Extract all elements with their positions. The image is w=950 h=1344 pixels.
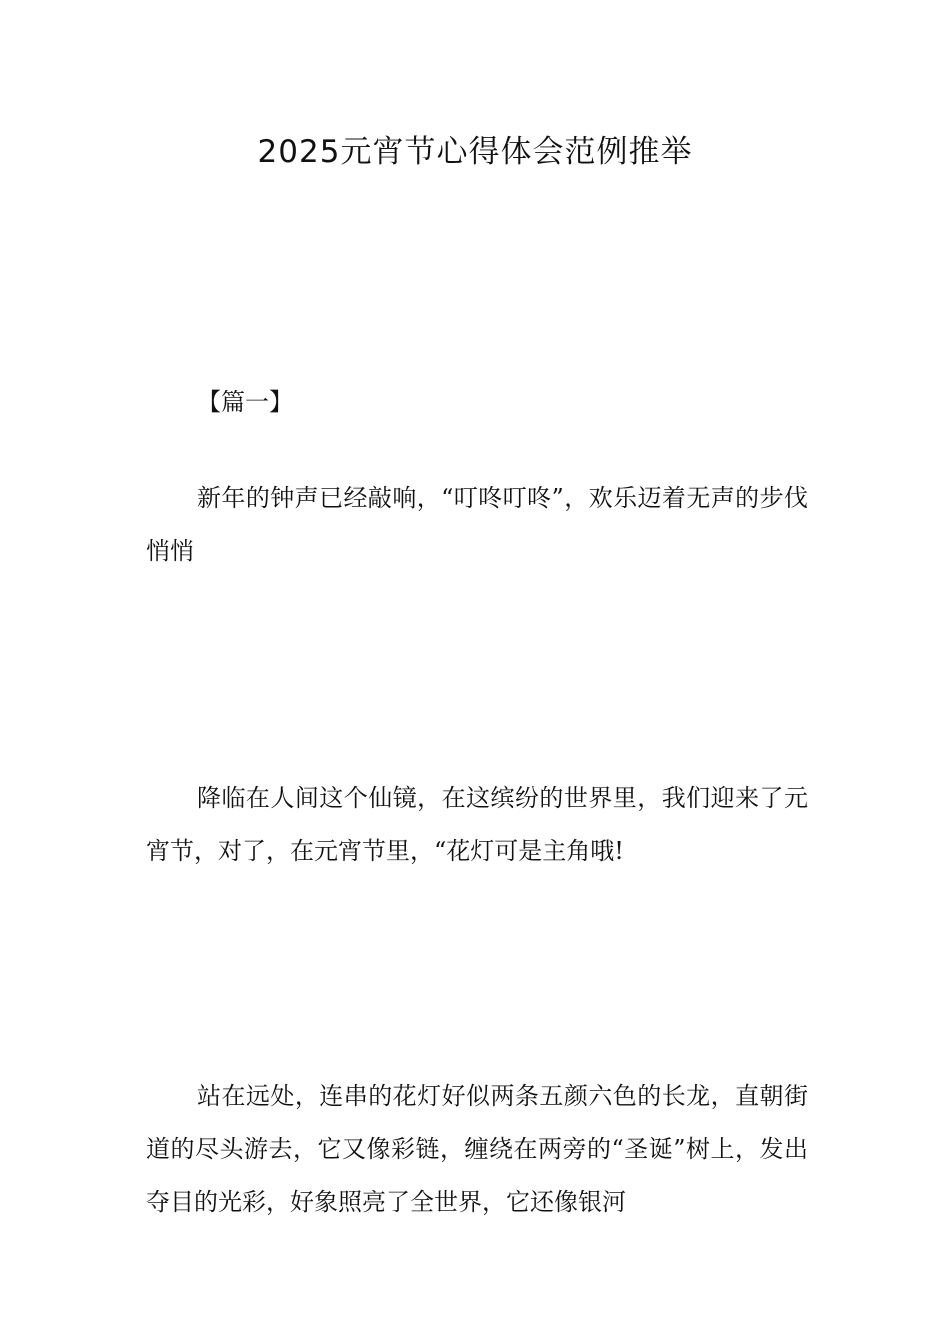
section-heading: 【篇一】 [197, 388, 293, 416]
document-title: 2025元宵节心得体会范例推举 [257, 134, 693, 170]
paragraph-3: 站在远处，连串的花灯好似两条五颜六色的长龙，直朝街道的尽头游去，它又像彩链，缠绕在两旁的“圣诞”树上，发出夺目的光彩，好象照亮了全世界，它还像银河 [146, 1082, 808, 1216]
paragraph-2: 降临在人间这个仙镜，在这缤纷的世界里，我们迎来了元宵节，对了，在元宵节里，“花灯可是主角哦! [146, 784, 808, 865]
paragraph-1: 新年的钟声已经敲响，“叮咚叮咚”，欢乐迈着无声的步伐悄悄 [146, 484, 808, 565]
